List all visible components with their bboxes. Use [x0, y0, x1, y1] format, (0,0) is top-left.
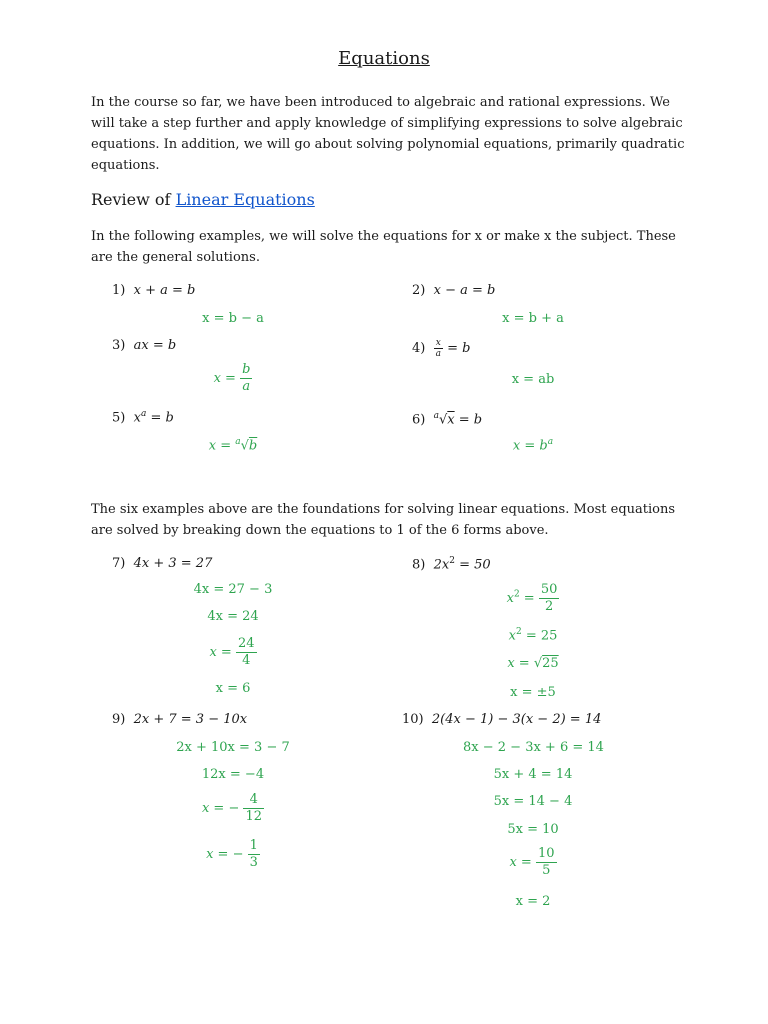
p8-step-2: $x^2 = 25$	[508, 627, 558, 644]
p7-step-3: x = $\frac{24}{4}$	[209, 636, 255, 668]
intro-paragraph: In the course so far, we have been introduced to algebraic and rational expressions. We will take a step further and apply knowledge of simplifying expressions to solve algebraic equations. In addition, we will go about solving polynomial equations, primarily quadratic equations.	[91, 95, 685, 173]
p9-step-4: x = − $\frac{1}{3}$	[206, 838, 258, 870]
solution-1: x = b − a	[202, 311, 264, 326]
solution-3: x = $\frac{b}{a}$	[213, 362, 251, 394]
p10-step-6: x = 2	[515, 894, 551, 909]
linear-equations-link[interactable]: Linear Equations	[175, 190, 315, 209]
solution-4: x = ab	[511, 372, 555, 387]
p8-step-3: x = √25	[507, 656, 559, 671]
page-title: Equations	[338, 48, 430, 69]
solution-2: x = b + a	[502, 311, 564, 326]
solution-6: $x = b^a$	[512, 437, 554, 454]
p10-step-3: 5x = 14 − 4	[493, 794, 573, 809]
p9-step-2: 12x = −4	[201, 767, 265, 782]
p10-step-5: x = $\frac{10}{5}$	[509, 846, 555, 878]
problem-7: 7) 4x + 3 = 27	[112, 556, 213, 571]
p10-step-1: 8x − 2 − 3x + 6 = 14	[463, 740, 604, 755]
problem-9: 9) 2x + 7 = 3 − 10x	[112, 712, 248, 727]
foundation-paragraph: The six examples above are the foundations for solving linear equations. Most equations are solved by breaking down the equations to 1 of the 6 forms above.	[91, 502, 676, 538]
p7-step-2: 4x = 24	[207, 609, 259, 624]
p8-step-4: x = ±5	[510, 685, 556, 700]
problem-3: 3) ax = b	[112, 338, 177, 353]
review-heading	[91, 190, 315, 209]
problem-5: 5) $x^a = b$	[112, 409, 174, 426]
review-prefix: Review of	[91, 190, 176, 209]
p7-step-1: 4x = 27 − 3	[193, 582, 273, 597]
problem-6: 6) $^a$√x = b	[412, 411, 483, 428]
p7-step-4: x = 6	[215, 681, 251, 696]
problem-8: 8) $2x^2 = 50$	[412, 556, 491, 573]
problem-10: 10) 2(4x − 1) − 3(x − 2) = 14	[402, 712, 602, 727]
p10-step-4: 5x = 10	[507, 822, 559, 837]
p9-step-3: x = − $\frac{4}{12}$	[201, 792, 263, 824]
solution-5: x = $^a$√b	[208, 437, 258, 454]
p9-step-1: 2x + 10x = 3 − 7	[176, 740, 290, 755]
problem-2: 2) x − a = b	[412, 283, 496, 298]
p10-step-2: 5x + 4 = 14	[493, 767, 573, 782]
general-intro-paragraph: In the following examples, we will solve the equations for x or make x the subject. These are the general solutions.	[91, 229, 676, 265]
p8-step-1: $x^2$ = $\frac{50}{2}$	[506, 582, 558, 614]
problem-1: 1) x + a = b	[112, 283, 196, 298]
problem-4: 4) $\frac{x}{a}$ = b	[412, 338, 471, 359]
